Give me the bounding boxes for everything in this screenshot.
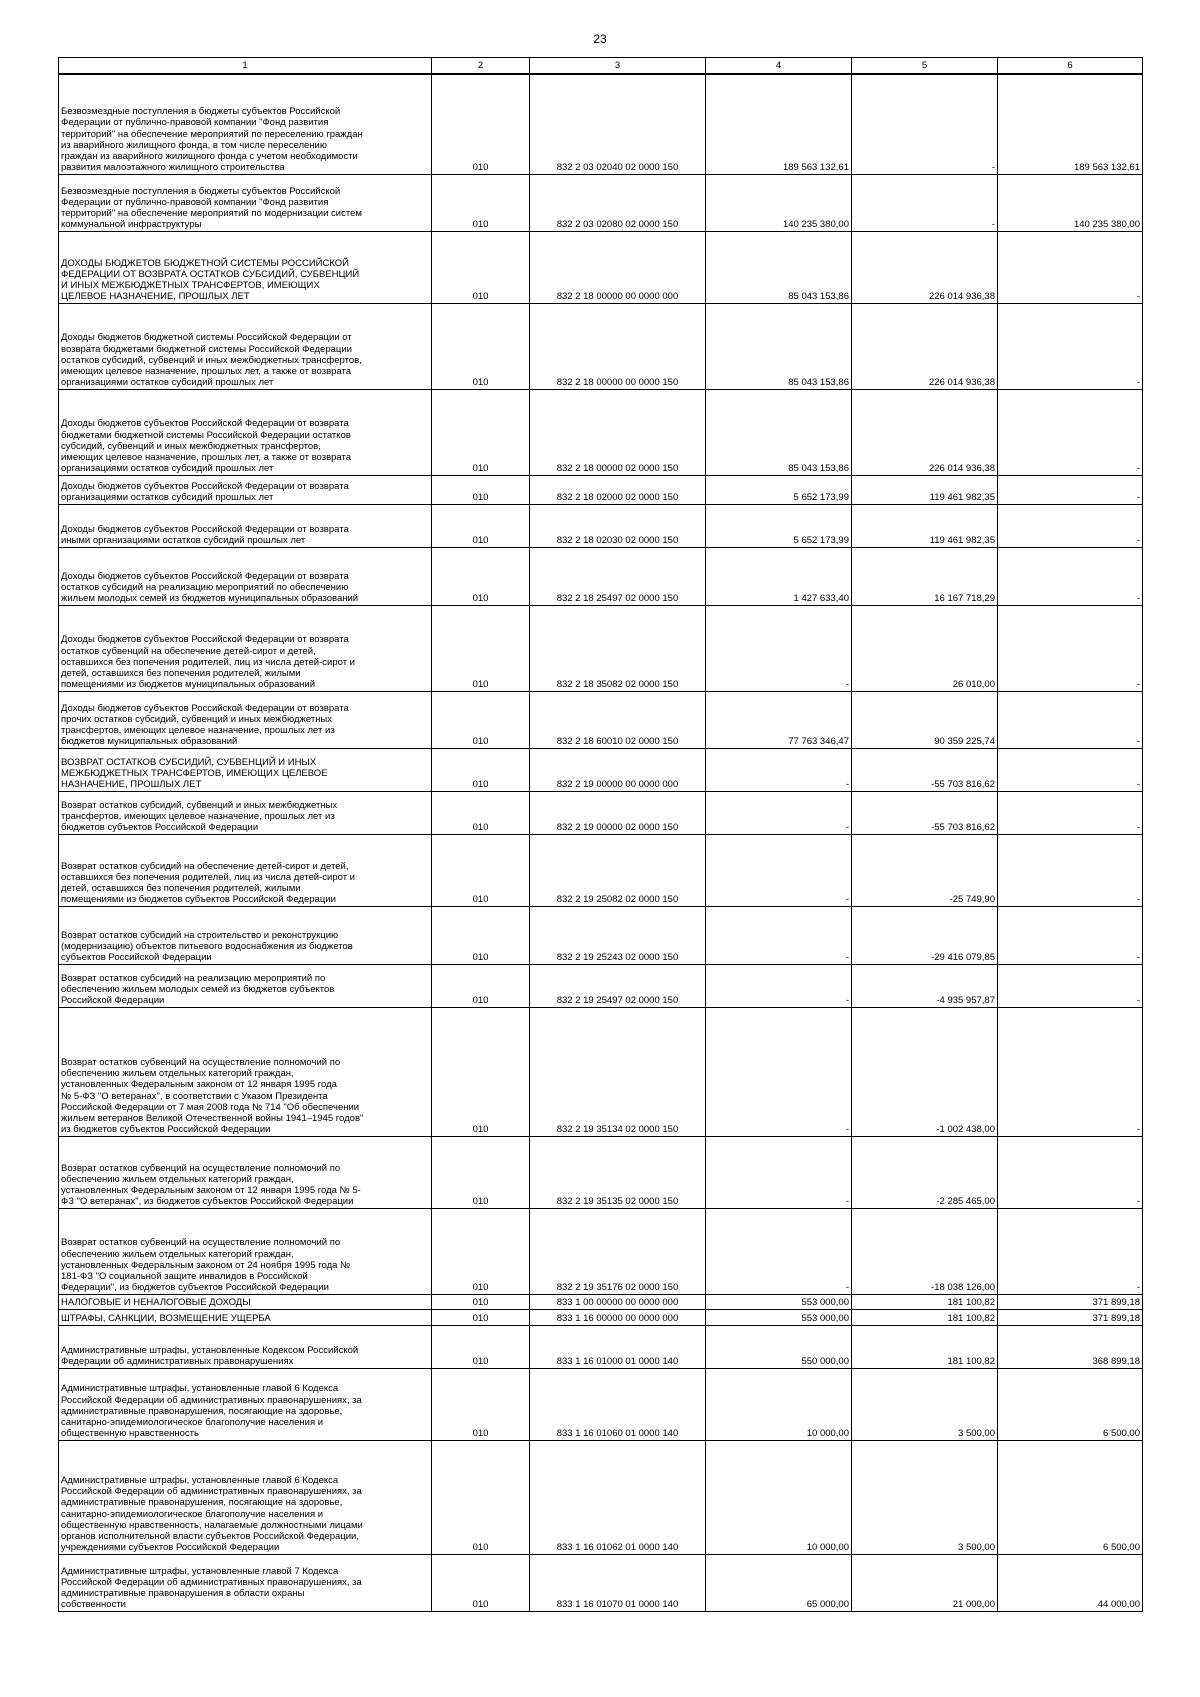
row-value-4: 85 043 153,86 [706,389,852,475]
row-kbk: 832 2 18 02000 02 0000 150 [530,475,706,504]
row-value-4: 10 000,00 [706,1440,852,1554]
table-row [59,231,1143,303]
row-value-6: 6 500,00 [998,1368,1143,1440]
row-code: 010 [432,748,530,791]
row-value-5: 3 500,00 [852,1368,998,1440]
row-value-4: 5 652 173,99 [706,475,852,504]
table-row [59,691,1143,748]
row-name: Безвозмездные поступления в бюджеты субъектов Российской Федерации от публично-правовой компании "Фонд развития территорий" на обеспечение мероприятий по модернизации систем коммунальной инфраструктуры [59,174,432,231]
row-value-4: 553 000,00 [706,1294,852,1309]
row-code: 010 [432,1208,530,1294]
row-code: 010 [432,605,530,691]
row-value-6: - [998,834,1143,906]
row-kbk: 833 1 16 01070 01 0000 140 [530,1554,706,1611]
row-kbk: 832 2 19 35176 02 0000 150 [530,1208,706,1294]
row-value-4: - [706,906,852,964]
row-value-4: - [706,748,852,791]
row-value-6: - [998,906,1143,964]
row-kbk: 832 2 18 00000 00 0000 000 [530,231,706,303]
column-header: 1 [59,58,432,75]
table-row [59,1136,1143,1208]
row-value-5: 119 461 982,35 [852,504,998,547]
row-kbk: 832 2 19 35135 02 0000 150 [530,1136,706,1208]
row-value-4: 550 000,00 [706,1325,852,1368]
column-header: 6 [998,58,1143,75]
row-value-5: -55 703 816,62 [852,748,998,791]
table-row [59,547,1143,605]
table-row [59,303,1143,389]
row-value-6: - [998,475,1143,504]
row-value-6: - [998,691,1143,748]
table-row [59,174,1143,231]
row-value-4: - [706,964,852,1007]
row-value-4: - [706,1208,852,1294]
row-code: 010 [432,1554,530,1611]
row-value-4: 10 000,00 [706,1368,852,1440]
column-header: 2 [432,58,530,75]
row-value-5: 26 010,00 [852,605,998,691]
page-number: 23 [593,32,607,46]
row-kbk: 833 1 16 01060 01 0000 140 [530,1368,706,1440]
table-row [59,1554,1143,1611]
row-value-6: - [998,547,1143,605]
row-code: 010 [432,1136,530,1208]
row-value-4: 85 043 153,86 [706,231,852,303]
row-value-5: 16 167 718,29 [852,547,998,605]
row-value-5: - [852,74,998,174]
row-kbk: 833 1 16 01000 01 0000 140 [530,1325,706,1368]
row-value-6: - [998,504,1143,547]
row-kbk: 832 2 18 35082 02 0000 150 [530,605,706,691]
row-name: Доходы бюджетов субъектов Российской Федерации от возврата остатков субсидий на реализацию мероприятий по обеспечению жильем молодых семей из бюджетов муниципальных образований [59,547,432,605]
row-kbk: 832 2 19 25497 02 0000 150 [530,964,706,1007]
row-value-4: 85 043 153,86 [706,303,852,389]
row-name: Доходы бюджетов субъектов Российской Федерации от возврата остатков субвенций на обеспечение детей-сирот и детей, оставшихся без попечения родителей, лиц из числа детей-сирот и детей, оставшихся без попечения родителей, жилыми помещениями из бюджетов муниципальных образований [59,605,432,691]
table-row [59,1208,1143,1294]
row-name: Возврат остатков субвенций на осуществление полномочий по обеспечению жильем отдельных категорий граждан, установленных Федеральным законом от 24 ноября 1995 года № 181-ФЗ "О социальной защите инвалидов в Российской Федерации", из бюджетов субъектов Российской Федерации [59,1208,432,1294]
row-value-6: 371 899,18 [998,1294,1143,1309]
row-value-5: 226 014 936,38 [852,303,998,389]
row-code: 010 [432,964,530,1007]
row-kbk: 833 1 16 00000 00 0000 000 [530,1309,706,1325]
row-value-6: - [998,1136,1143,1208]
row-value-4: 553 000,00 [706,1309,852,1325]
row-code: 010 [432,389,530,475]
table-row [59,906,1143,964]
row-value-6: 140 235 380,00 [998,174,1143,231]
row-name: Возврат остатков субвенций на осуществление полномочий по обеспечению жильем отдельных категорий граждан, установленных Федеральным законом от 12 января 1995 года № 5-ФЗ "О ветеранах", в соответствии с Указом Президента Российской Федерации от 7 мая 2008 года № 714 "Об обеспечении жильем ветеранов Великой Отечественной войны 1941–1945 годов" из бюджетов субъектов Российской Федерации [59,1007,432,1136]
row-name: Доходы бюджетов субъектов Российской Федерации от возврата прочих остатков субсидий, субвенций и иных межбюджетных трансфертов, имеющих целевое назначение, прошлых лет из бюджетов муниципальных образований [59,691,432,748]
row-code: 010 [432,1440,530,1554]
row-value-4: 189 563 132,61 [706,74,852,174]
row-value-6: - [998,605,1143,691]
row-kbk: 833 1 00 00000 00 0000 000 [530,1294,706,1309]
row-value-5: -2 285 465,00 [852,1136,998,1208]
row-kbk: 832 2 19 00000 00 0000 000 [530,748,706,791]
row-kbk: 832 2 18 00000 00 0000 150 [530,303,706,389]
column-header: 4 [706,58,852,75]
table-row [59,1440,1143,1554]
row-code: 010 [432,691,530,748]
table-row [59,1007,1143,1136]
row-value-4: - [706,834,852,906]
table-row [59,748,1143,791]
row-value-6: - [998,748,1143,791]
table-row [59,1294,1143,1309]
row-name: Возврат остатков субсидий на строительство и реконструкцию (модернизацию) объектов питьевого водоснабжения из бюджетов субъектов Российской Федерации [59,906,432,964]
row-value-4: 5 652 173,99 [706,504,852,547]
row-name: Доходы бюджетов субъектов Российской Федерации от возврата иными организациями остатков субсидий прошлых лет [59,504,432,547]
row-value-5: 3 500,00 [852,1440,998,1554]
row-value-6: - [998,303,1143,389]
row-value-5: - [852,174,998,231]
table-row [59,1325,1143,1368]
row-code: 010 [432,791,530,834]
row-name: Возврат остатков субвенций на осуществление полномочий по обеспечению жильем отдельных категорий граждан, установленных Федеральным законом от 12 января 1995 года № 5- ФЗ "О ветеранах", из бюджетов субъектов Российской Федерации [59,1136,432,1208]
row-value-5: -4 935 957,87 [852,964,998,1007]
table-row [59,1309,1143,1325]
row-value-5: -1 002 438,00 [852,1007,998,1136]
row-name: Доходы бюджетов бюджетной системы Российской Федерации от возврата бюджетами бюджетной системы Российской Федерации остатков субсидий, субвенций и иных межбюджетных трансфертов, имеющих целевое назначение, прошлых лет, а также от возврата организациями остатков субсидий прошлых лет [59,303,432,389]
row-code: 010 [432,303,530,389]
row-name: Административные штрафы, установленные главой 7 Кодекса Российской Федерации об административных правонарушениях, за административные правонарушения в области охраны собственности [59,1554,432,1611]
row-value-5: 181 100,82 [852,1294,998,1309]
row-name: ШТРАФЫ, САНКЦИИ, ВОЗМЕЩЕНИЕ УЩЕРБА [59,1309,432,1325]
table-row [59,389,1143,475]
row-value-5: -18 038 126,00 [852,1208,998,1294]
table-row [59,74,1143,174]
row-value-4: 1 427 633,40 [706,547,852,605]
row-name: НАЛОГОВЫЕ И НЕНАЛОГОВЫЕ ДОХОДЫ [59,1294,432,1309]
column-header: 5 [852,58,998,75]
row-value-6: 368 899,18 [998,1325,1143,1368]
header-row [59,58,1143,75]
row-kbk: 832 2 18 25497 02 0000 150 [530,547,706,605]
row-code: 010 [432,1325,530,1368]
row-value-6: - [998,791,1143,834]
column-header: 3 [530,58,706,75]
row-value-4: 140 235 380,00 [706,174,852,231]
row-code: 010 [432,906,530,964]
row-name: Административные штрафы, установленные Кодексом Российской Федерации об административных правонарушениях [59,1325,432,1368]
row-kbk: 832 2 19 35134 02 0000 150 [530,1007,706,1136]
row-code: 010 [432,1007,530,1136]
row-code: 010 [432,475,530,504]
row-value-5: 181 100,82 [852,1325,998,1368]
row-name: ВОЗВРАТ ОСТАТКОВ СУБСИДИЙ, СУБВЕНЦИЙ И ИНЫХ МЕЖБЮДЖЕТНЫХ ТРАНСФЕРТОВ, ИМЕЮЩИХ ЦЕЛЕВОЕ НАЗНАЧЕНИЕ, ПРОШЛЫХ ЛЕТ [59,748,432,791]
row-kbk: 832 2 19 00000 02 0000 150 [530,791,706,834]
table-row [59,475,1143,504]
row-value-5: 90 359 225,74 [852,691,998,748]
row-value-6: 371 899,18 [998,1309,1143,1325]
row-kbk: 833 1 16 01062 01 0000 140 [530,1440,706,1554]
row-code: 010 [432,547,530,605]
table-row [59,964,1143,1007]
row-kbk: 832 2 19 25243 02 0000 150 [530,906,706,964]
row-name: Возврат остатков субсидий на обеспечение детей-сирот и детей, оставшихся без попечения родителей, лиц из числа детей-сирот и детей, оставшихся без попечения родителей, жилыми помещениями из бюджетов субъектов Российской Федерации [59,834,432,906]
row-value-6: 44 000,00 [998,1554,1143,1611]
row-value-4: - [706,791,852,834]
row-kbk: 832 2 03 02080 02 0000 150 [530,174,706,231]
table-row [59,605,1143,691]
table-row [59,504,1143,547]
row-value-5: -29 416 079,85 [852,906,998,964]
row-code: 010 [432,1309,530,1325]
row-value-4: - [706,605,852,691]
row-code: 010 [432,1368,530,1440]
table-row [59,791,1143,834]
row-code: 010 [432,1294,530,1309]
row-value-5: -55 703 816,62 [852,791,998,834]
row-value-6: - [998,231,1143,303]
row-kbk: 832 2 18 02030 02 0000 150 [530,504,706,547]
row-value-6: 189 563 132,61 [998,74,1143,174]
row-name: Возврат остатков субсидий на реализацию мероприятий по обеспечению жильем молодых семей из бюджетов субъектов Российской Федерации [59,964,432,1007]
row-kbk: 832 2 18 00000 02 0000 150 [530,389,706,475]
table-row [59,834,1143,906]
row-name: Доходы бюджетов субъектов Российской Федерации от возврата организациями остатков субсидий прошлых лет [59,475,432,504]
row-value-5: 226 014 936,38 [852,231,998,303]
row-code: 010 [432,174,530,231]
row-value-5: 181 100,82 [852,1309,998,1325]
row-value-5: -25 749,90 [852,834,998,906]
row-name: Возврат остатков субсидий, субвенций и иных межбюджетных трансфертов, имеющих целевое назначение, прошлых лет из бюджетов субъектов Российской Федерации [59,791,432,834]
row-value-4: 65 000,00 [706,1554,852,1611]
row-value-6: - [998,1208,1143,1294]
row-name: Доходы бюджетов субъектов Российской Федерации от возврата бюджетами бюджетной системы Российской Федерации остатков субсидий, субвенций и иных межбюджетных трансфертов, имеющих целевое назначение, прошлых лет, а также от возврата организациями остатков субсидий прошлых лет [59,389,432,475]
row-value-6: - [998,964,1143,1007]
row-code: 010 [432,504,530,547]
row-value-6: 6 500,00 [998,1440,1143,1554]
row-code: 010 [432,231,530,303]
row-value-4: - [706,1136,852,1208]
row-value-6: - [998,389,1143,475]
row-kbk: 832 2 03 02040 02 0000 150 [530,74,706,174]
row-value-4: 77 763 346,47 [706,691,852,748]
row-code: 010 [432,834,530,906]
row-name: Административные штрафы, установленные главой 6 Кодекса Российской Федерации об административных правонарушениях, за административные правонарушения, посягающие на здоровье, санитарно-эпидемиологическое благополучие населения и общественную нравственность, налагаемые должностными лицами органов исполнительной власти субъектов Российской Федерации, учреждениями субъектов Российской Федерации [59,1440,432,1554]
row-value-6: - [998,1007,1143,1136]
row-kbk: 832 2 19 25082 02 0000 150 [530,834,706,906]
row-name: ДОХОДЫ БЮДЖЕТОВ БЮДЖЕТНОЙ СИСТЕМЫ РОССИЙСКОЙ ФЕДЕРАЦИИ ОТ ВОЗВРАТА ОСТАТКОВ СУБСИДИЙ, СУБВЕНЦИЙ И ИНЫХ МЕЖБЮДЖЕТНЫХ ТРАНСФЕРТОВ, ИМЕЮЩИХ ЦЕЛЕВОЕ НАЗНАЧЕНИЕ, ПРОШЛЫХ ЛЕТ [59,231,432,303]
row-name: Административные штрафы, установленные главой 6 Кодекса Российской Федерации об административных правонарушениях, за административные правонарушения, посягающие на здоровье, санитарно-эпидемиологическое благополучие населения и общественную нравственность [59,1368,432,1440]
row-value-5: 21 000,00 [852,1554,998,1611]
budget-table [58,57,1143,1612]
row-value-5: 119 461 982,35 [852,475,998,504]
row-kbk: 832 2 18 60010 02 0000 150 [530,691,706,748]
row-value-4: - [706,1007,852,1136]
table-row [59,1368,1143,1440]
row-value-5: 226 014 936,38 [852,389,998,475]
row-code: 010 [432,74,530,174]
row-name: Безвозмездные поступления в бюджеты субъектов Российской Федерации от публично-правовой компании "Фонд развития территорий" на обеспечение мероприятий по переселению граждан из аварийного жилищного фонда, в том числе переселению граждан из аварийного жилищного фонда с учетом необходимости развития малоэтажного жилищного строительства [59,74,432,174]
